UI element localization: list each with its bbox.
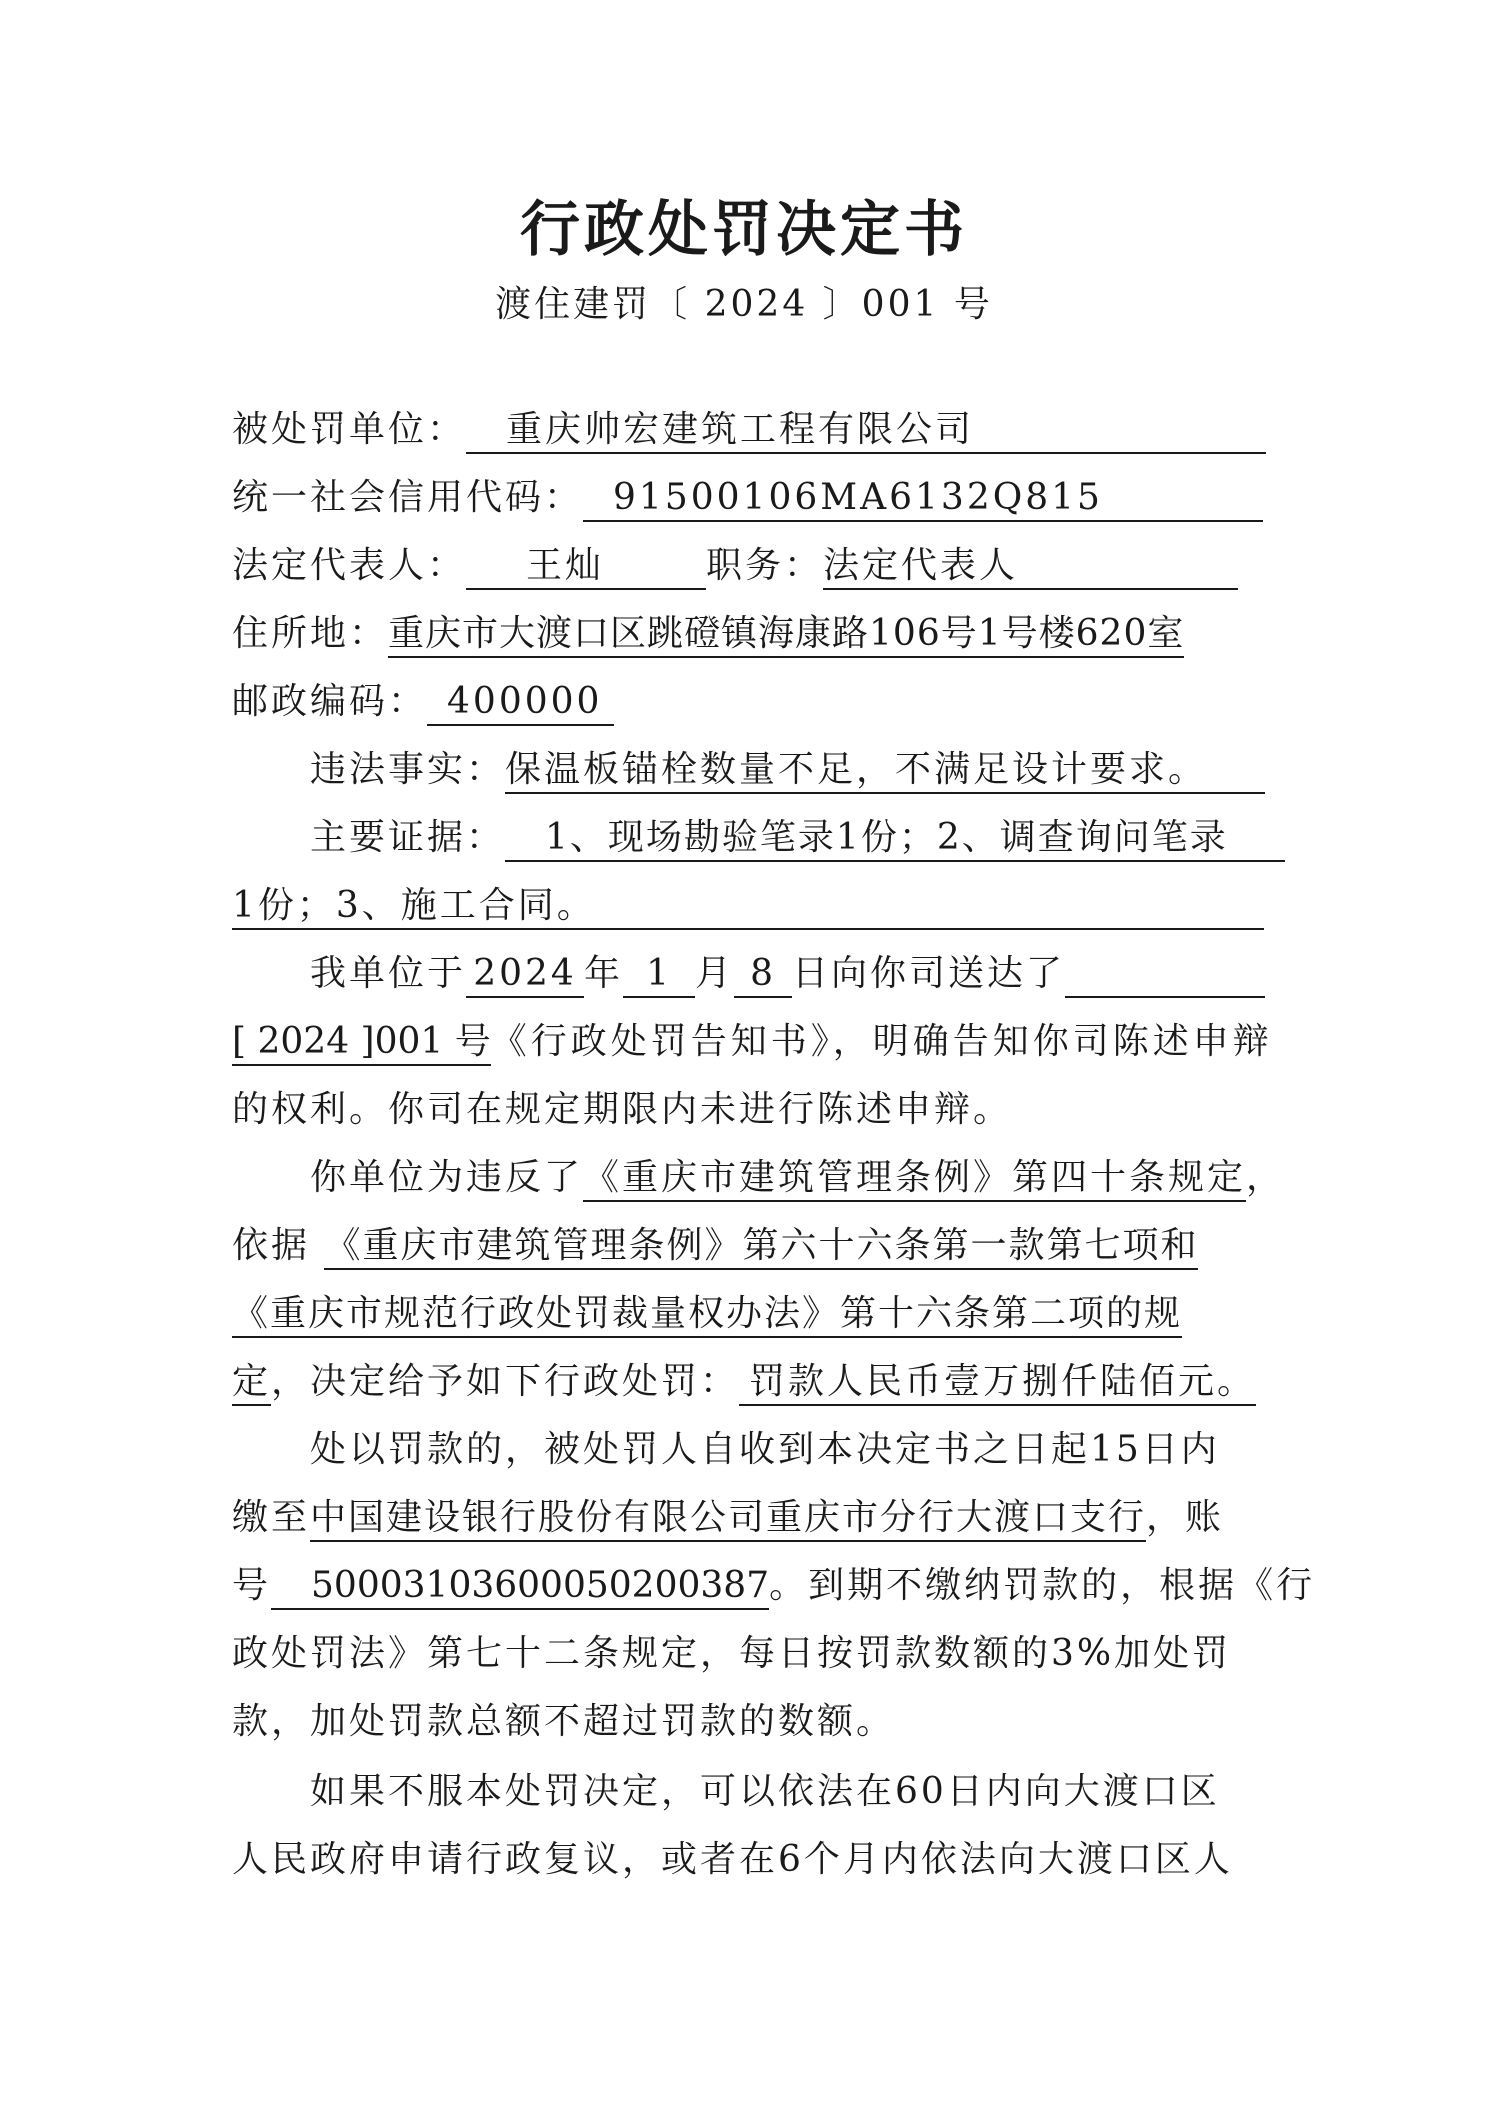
- notice-year: 2024: [466, 952, 584, 998]
- punished-unit-row: [232, 406, 1272, 454]
- violation-label: 违法事实：: [310, 749, 506, 790]
- basis-law-2: 《重庆市规范行政处罚裁量权办法》第十六条第二项的规: [232, 1292, 1182, 1338]
- p1-yue: 月: [695, 953, 735, 994]
- p3-acct-prefix: 号: [232, 1565, 272, 1606]
- paragraph-3-line-3: [232, 1562, 1316, 1610]
- violation-row: [310, 746, 1270, 794]
- p3-pay-prefix: 缴至: [232, 1497, 311, 1538]
- p2-prefix: 你单位为违反了: [310, 1157, 584, 1198]
- paragraph-3-line-2: [232, 1494, 1272, 1542]
- legal-rep-label: 法定代表人：: [232, 545, 467, 586]
- evidence-value-1: 1、现场勘验笔录1份；2、调查询问笔录: [505, 816, 1285, 862]
- paragraph-3-line-1: 处以罚款的，被处罚人自收到本决定书之日起15日内: [310, 1429, 1220, 1470]
- basis-law-2-end: 定: [232, 1360, 271, 1406]
- postcode-label: 邮政编码：: [232, 681, 428, 722]
- notice-month: 1: [623, 952, 695, 998]
- p3-acct-suffix: 。到期不缴纳罚款的，根据《行: [769, 1565, 1316, 1606]
- paragraph-3-line-5: 款，加处罚款总额不超过罚款的数额。: [232, 1701, 896, 1742]
- legal-rep-value: 王灿: [466, 544, 706, 590]
- postcode-row: [232, 678, 1272, 726]
- p2-decide: ，决定给予如下行政处罚：: [271, 1361, 740, 1402]
- credit-code-value: 91500106MA6132Q815: [583, 476, 1263, 522]
- paragraph-4-line-1: 如果不服本处罚决定，可以依法在60日内向大渡口区: [310, 1771, 1220, 1812]
- penalty-amount: 罚款人民币壹万捌仟陆佰元。: [739, 1360, 1256, 1406]
- paragraph-4-line-2: 人民政府申请行政复议，或者在6个月内依法向大渡口区人: [232, 1839, 1233, 1880]
- p3-pay-suffix: ，账: [1146, 1497, 1225, 1538]
- basis-law-1: 《重庆市建筑管理条例》第六十六条第一款第七项和: [324, 1224, 1198, 1270]
- p1-suffix: 日向你司送达了: [792, 953, 1066, 994]
- p2-comma: ，: [1246, 1157, 1286, 1198]
- position-value: 法定代表人: [823, 544, 1238, 590]
- violation-value: 保温板锚栓数量不足，不满足设计要求。: [505, 748, 1265, 794]
- p2-basis-label: 依据: [232, 1225, 311, 1266]
- evidence-row-2: [232, 882, 1272, 930]
- p1-blank-line: [1065, 956, 1265, 998]
- punished-unit-value: 重庆帅宏建筑工程有限公司: [466, 408, 1266, 454]
- bank-name: 中国建设银行股份有限公司重庆市分行大渡口支行: [310, 1496, 1146, 1542]
- paragraph-2-line-3: [232, 1290, 1272, 1338]
- p1-prefix: 我单位于: [310, 953, 467, 994]
- postcode-value: 400000: [427, 680, 614, 726]
- p1-line2-text: 《行政处罚告知书》，明确告知你司陈述申辩: [490, 1021, 1273, 1062]
- violated-law: 《重庆市建筑管理条例》第四十条规定: [583, 1156, 1246, 1202]
- address-label: 住所地：: [232, 613, 389, 654]
- paragraph-3-line-4: 政处罚法》第七十二条规定，每日按罚款数额的3%加处罚: [232, 1633, 1232, 1674]
- punished-unit-label: 被处罚单位：: [232, 409, 467, 450]
- p1-nian: 年: [584, 953, 624, 994]
- paragraph-1-line-1: [310, 950, 1270, 998]
- notice-doc-ref: [ 2024 ]001 号: [232, 1020, 491, 1066]
- credit-code-row: [232, 474, 1272, 522]
- evidence-value-2: 1份；3、施工合同。: [232, 884, 1264, 930]
- paragraph-1-line-2: [232, 1018, 1272, 1066]
- paragraph-2-line-4: [232, 1358, 1272, 1406]
- evidence-label: 主要证据：: [310, 817, 506, 858]
- paragraph-2-line-2: [232, 1222, 1272, 1270]
- document-number: 渡住建罚〔 2024 〕001 号: [495, 284, 993, 325]
- address-value: 重庆市大渡口区跳磴镇海康路106号1号楼620室: [388, 612, 1184, 658]
- evidence-row: [310, 814, 1270, 862]
- document-title: 行政处罚决定书: [520, 195, 968, 265]
- legal-rep-row: [232, 542, 1272, 590]
- paragraph-2-line-1: [310, 1154, 1286, 1202]
- notice-day: 8: [734, 952, 792, 998]
- position-label: 职务：: [706, 545, 824, 586]
- bank-account: 50003103600050200387: [271, 1564, 769, 1610]
- address-row: [232, 610, 1272, 658]
- credit-code-label: 统一社会信用代码：: [232, 477, 584, 518]
- paragraph-1-line-3: 的权利。你司在规定期限内未进行陈述申辩。: [232, 1089, 1013, 1130]
